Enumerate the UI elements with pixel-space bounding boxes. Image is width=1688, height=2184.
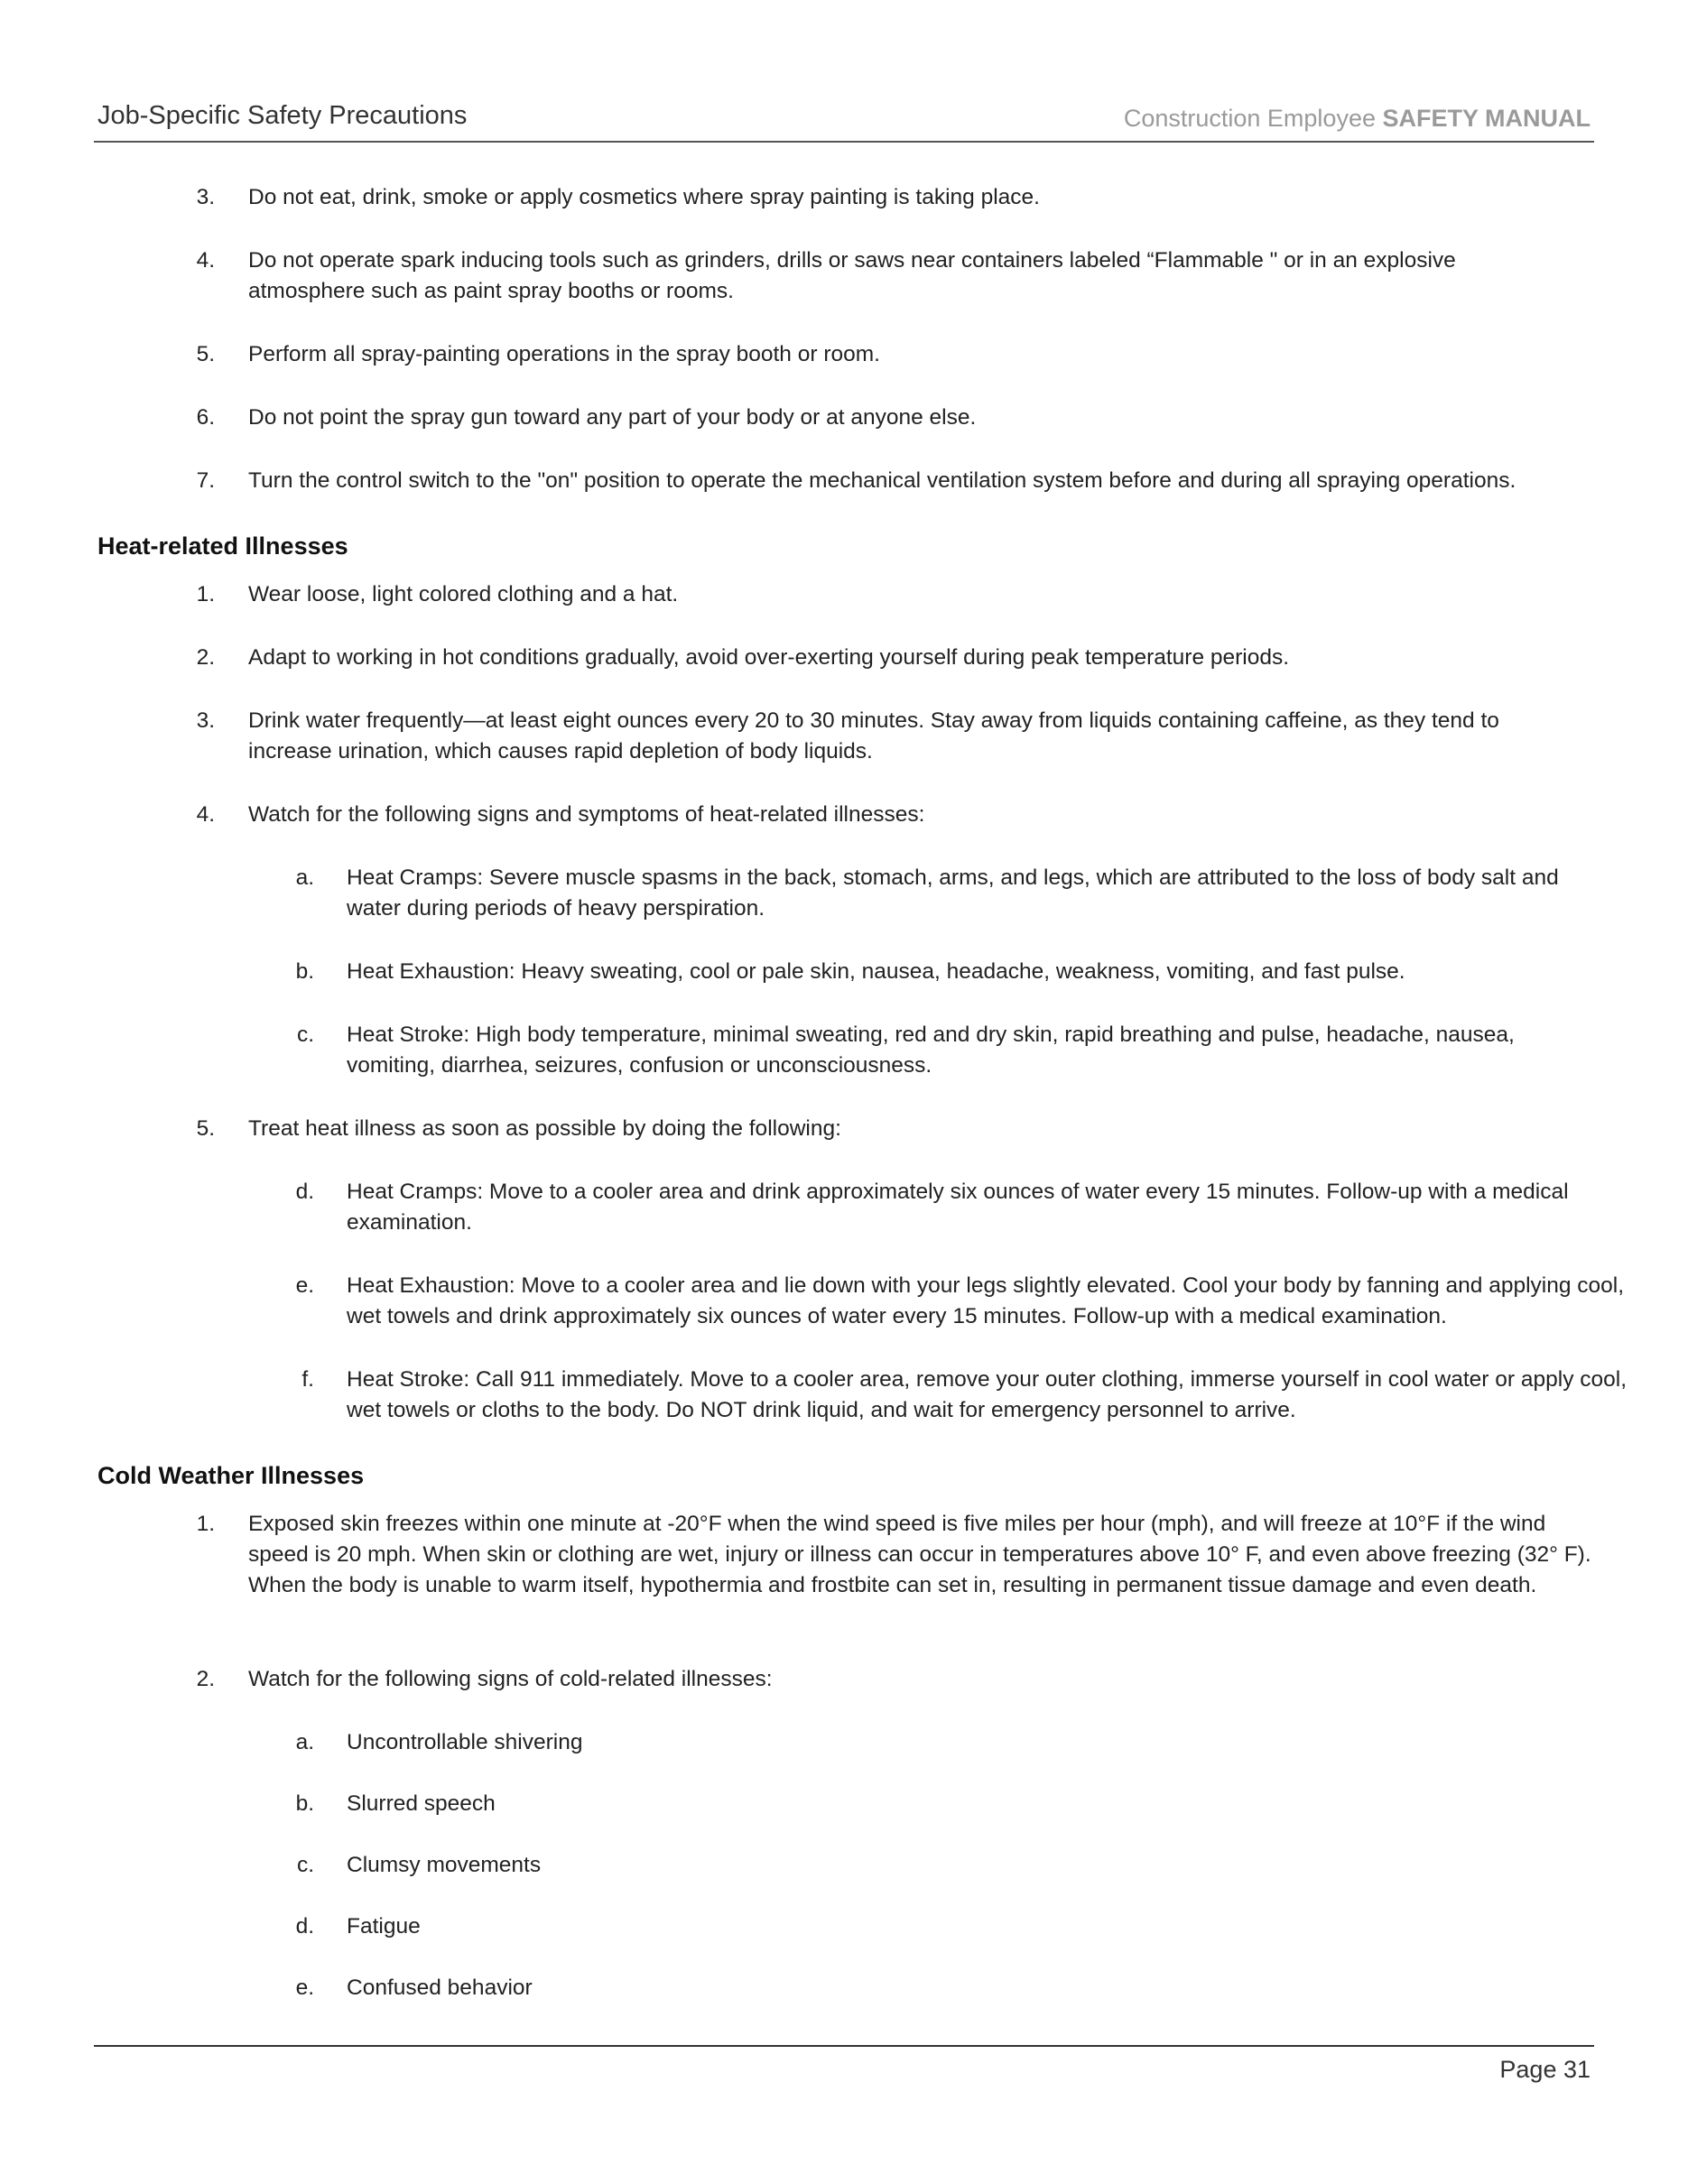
list-letter: b. <box>295 1791 314 1816</box>
list-letter: d. <box>295 1914 314 1939</box>
list-number: 5. <box>196 1116 215 1141</box>
list-text: Drink water frequently—at least eight ounces every 20 to 30 minutes. Stay away from liquids containing caffeine, as they tend to increase urination, which causes rapid depletion of body liquids. <box>248 708 1499 763</box>
list-letter: c. <box>296 1853 314 1877</box>
list-text: Do not operate spark inducing tools such as grinders, drills or saws near containers labeled “Flammable " or in an explosive atmosphere such as paint spray booths or rooms. <box>248 248 1456 303</box>
list-text: Heat Exhaustion: Move to a cooler area and lie down with your legs slightly elevated. Cool your body by fanning and applying cool, wet towels and drink approximately six ounces of water every 15 minutes. Follow-up with a medical examination. <box>347 1273 1625 1328</box>
manual-title-bold: SAFETY MANUAL <box>1382 105 1591 132</box>
list-text: Heat Stroke: Call 911 immediately. Move to a cooler area, remove your outer clothing, immerse yourself in cool water or apply cool, wet towels or cloths to the body. Do NOT drink liquid, and wait for emergency personnel to arrive. <box>347 1367 1627 1422</box>
list-letter: e. <box>295 1273 314 1298</box>
list-letter: d. <box>295 1180 314 1204</box>
list-letter: b. <box>295 959 314 984</box>
list-text: Slurred speech <box>347 1791 496 1816</box>
cold-heading: Cold Weather Illnesses <box>97 1462 365 1489</box>
manual-title-light: Construction Employee <box>1123 105 1383 132</box>
list-number: 6. <box>196 405 215 430</box>
list-text: Do not point the spray gun toward any part of your body or at anyone else. <box>248 405 977 430</box>
list-letter: a. <box>295 865 314 890</box>
list-text: Confused behavior <box>347 1976 533 2000</box>
list-number: 5. <box>196 342 215 366</box>
list-number: 3. <box>196 185 215 209</box>
list-letter: e. <box>295 1976 314 2000</box>
list-text: Heat Stroke: High body temperature, minimal sweating, red and dry skin, rapid breathing and pulse, headache, nausea, vomiting, diarrhea, seizures, confusion or unconsciousness. <box>347 1023 1515 1078</box>
list-number: 7. <box>196 468 215 493</box>
list-text: Wear loose, light colored clothing and a hat. <box>248 582 679 606</box>
list-text: Adapt to working in hot conditions gradually, avoid over-exerting yourself during peak temperature periods. <box>248 645 1290 670</box>
list-number: 4. <box>196 248 215 273</box>
list-number: 2. <box>196 1667 215 1691</box>
list-letter: f. <box>301 1367 314 1392</box>
list-text: Uncontrollable shivering <box>347 1730 583 1754</box>
page-number: Page 31 <box>1499 2056 1591 2083</box>
list-number: 4. <box>196 802 215 827</box>
list-text: Turn the control switch to the "on" position to operate the mechanical ventilation system before and during all spraying operations. <box>248 468 1516 493</box>
list-text: Exposed skin freezes within one minute at -20°F when the wind speed is five miles per hour (mph), and will freeze at 10°F if the wind speed is 20 mph. When skin or clothing are wet, injury or illness can occur in temperatures above 10° F, and even above freezing (32° F). When the body is unable to warm itself, hypothermia and frostbite can set in, resulting in permanent tissue damage and even death. <box>248 1512 1591 1597</box>
list-number: 1. <box>196 582 215 606</box>
header-divider <box>94 141 1594 143</box>
list-text: Heat Cramps: Move to a cooler area and drink approximately six ounces of water every 15 minutes. Follow-up with a medical examination. <box>347 1180 1569 1235</box>
list-text: Heat Cramps: Severe muscle spasms in the back, stomach, arms, and legs, which are attributed to the loss of body salt and water during periods of heavy perspiration. <box>347 865 1559 921</box>
heat-heading: Heat-related Illnesses <box>97 532 348 560</box>
list-text: Heat Exhaustion: Heavy sweating, cool or pale skin, nausea, headache, weakness, vomiting, and fast pulse. <box>347 959 1405 984</box>
list-text: Perform all spray-painting operations in the spray booth or room. <box>248 342 880 366</box>
list-text: Watch for the following signs of cold-related illnesses: <box>248 1667 773 1691</box>
list-letter: a. <box>295 1730 314 1754</box>
list-text: Watch for the following signs and symptoms of heat-related illnesses: <box>248 802 925 827</box>
list-number: 1. <box>196 1512 215 1536</box>
list-text: Clumsy movements <box>347 1853 542 1877</box>
list-number: 3. <box>196 708 215 733</box>
manual-title <box>1124 105 1591 133</box>
list-text: Fatigue <box>347 1914 421 1939</box>
list-text: Do not eat, drink, smoke or apply cosmetics where spray painting is taking place. <box>248 185 1040 209</box>
list-text: Treat heat illness as soon as possible by doing the following: <box>248 1116 841 1141</box>
list-letter: c. <box>296 1023 314 1047</box>
footer-divider <box>94 2045 1594 2047</box>
section-title: Job-Specific Safety Precautions <box>97 101 468 130</box>
list-number: 2. <box>196 645 215 670</box>
